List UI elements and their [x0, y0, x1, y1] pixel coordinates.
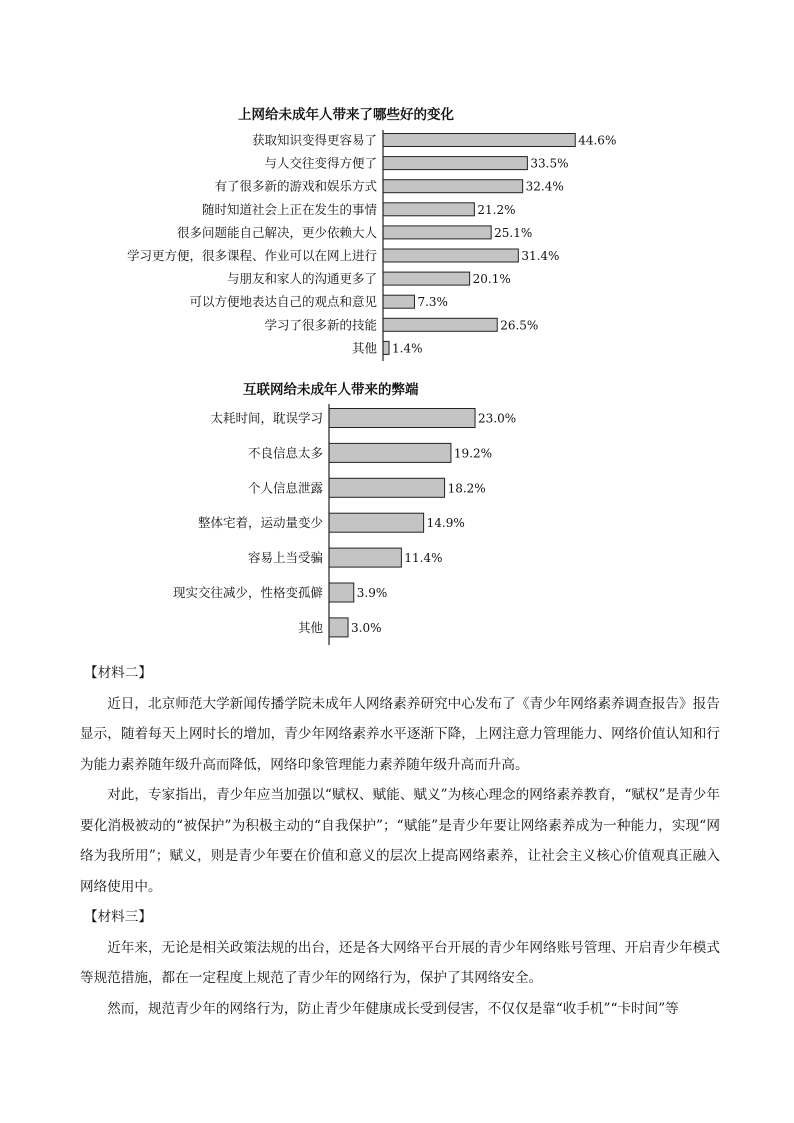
material2-paragraph-2: 对此，专家指出，青少年应当加强以“赋权、赋能、赋义”为核心理念的网络素养教育，“赋权”是青少年要化消极被动的“被保护”为积极主动的“自我保护”；“赋能”是青少年要让网络素养成为一种能力，实现“网络为我所用”；赋义，则是青少年要在价值和意义的层次上提高网络素养，让社会主义核心价值观真正融入网络使用中。 — [80, 787, 720, 895]
chart-1-bar — [383, 318, 497, 331]
chart-1-category-label: 与朋友和家人的沟通更多了 — [226, 271, 377, 287]
chart-1-bar — [383, 249, 518, 262]
chart-1-bar — [383, 341, 389, 354]
chart-2-data-label: 19.2% — [453, 446, 493, 461]
chart-1-category-label: 其他 — [351, 340, 377, 356]
chart-2-category-label: 其他 — [297, 619, 323, 635]
chart-1-data-label: 32.4% — [525, 179, 564, 194]
chart-2-data-label: 23.0% — [478, 411, 517, 426]
chart-1-data-label: 21.2% — [477, 202, 516, 217]
chart-2-bar — [329, 513, 424, 532]
chart-2-data-label: 18.2% — [447, 481, 486, 496]
material2-paragraph-1: 近日，北京师范大学新闻传播学院未成年人网络素养研究中心发布了《青少年网络素养调查报告》报告显示，随着每天上网时长的增加，青少年网络素养水平逐渐下降，上网注意力管理能力、网络价值认知和行为能力素养随年级升高而降低，网络印象管理能力素养随年级升高而升高。 — [80, 695, 720, 773]
chart-1-category-label: 随时知道社会上正在发生的事情 — [201, 201, 377, 217]
chart-1-category-label: 学习了很多新的技能 — [264, 317, 377, 333]
chart-1-title: 上网给未成年人带来了哪些好的变化 — [238, 107, 454, 123]
chart-1-category-label: 有了很多新的游戏和娱乐方式 — [214, 178, 377, 194]
chart-1-bar — [383, 272, 470, 285]
chart-1-data-label: 44.6% — [578, 133, 617, 148]
chart-2-bar — [329, 478, 445, 497]
chart-1-bar — [383, 295, 414, 308]
chart-1-bar — [383, 157, 527, 170]
chart-2-category-label: 个人信息泄露 — [247, 480, 323, 496]
chart-2-category-label: 现实交往减少，性格变孤僻 — [172, 585, 323, 600]
chart-1-category-label: 可以方便地表达自己的观点和意见 — [189, 294, 377, 310]
chart-2-data-label: 11.4% — [404, 551, 443, 566]
material2-heading: 【材料二】 — [84, 665, 152, 681]
chart-2-category-label: 容易上当受骗 — [247, 550, 323, 566]
chart-2-data-label: 14.9% — [426, 516, 465, 531]
material3-heading: 【材料三】 — [84, 909, 152, 925]
chart-1-data-label: 31.4% — [521, 249, 560, 263]
chart-1-data-label: 26.5% — [500, 318, 539, 333]
chart-1-category-label: 获取知识变得更容易了 — [251, 132, 377, 148]
chart-2-data-label: 3.0% — [351, 620, 382, 635]
chart-2-bar — [329, 583, 354, 602]
chart-1-bar — [383, 180, 523, 193]
chart-1-data-label: 1.4% — [392, 341, 423, 356]
chart-2-bar — [329, 443, 451, 462]
chart-1-bar — [383, 226, 491, 239]
chart-1-data-label: 25.1% — [494, 225, 533, 240]
chart-2-category-label: 整体宅着，运动量变少 — [197, 515, 323, 531]
chart-2-category-label: 太耗时间，耽误学习 — [210, 410, 323, 426]
chart-2-bar — [329, 548, 401, 567]
material3-paragraph-2: 然而，规范青少年的网络行为，防止青少年健康成长受到侵害，不仅仅是靠“收手机”“卡时间”等 — [107, 1000, 679, 1017]
article-text — [80, 658, 720, 1024]
chart-1-category-label: 学习更方便，很多课程、作业可以在网上进行 — [126, 248, 377, 263]
material3-paragraph-1: 近年来，无论是相关政策法规的出台，还是各大网络平台开展的青少年网络账号管理、开启青少年模式等规范措施，都在一定程度上规范了青少年的网络行为，保护了其网络安全。 — [80, 939, 720, 986]
chart-1-category-label: 很多问题能自己解决，更少依赖大人 — [176, 224, 377, 240]
chart-1-bar — [383, 134, 575, 147]
chart-1-bar — [383, 203, 474, 216]
chart-2-bar — [329, 409, 475, 428]
chart-1-data-label: 33.5% — [530, 156, 569, 171]
chart-1-data-label: 7.3% — [417, 295, 448, 310]
chart-2-bar — [329, 618, 348, 637]
chart-1-category-label: 与人交往变得方便了 — [264, 155, 377, 171]
chart-2-title: 互联网给未成年人带来的弊端 — [243, 382, 419, 398]
chart-1-data-label: 20.1% — [472, 272, 511, 287]
chart-2-data-label: 3.9% — [356, 586, 388, 600]
chart-2-category-label: 不良信息太多 — [247, 445, 323, 461]
